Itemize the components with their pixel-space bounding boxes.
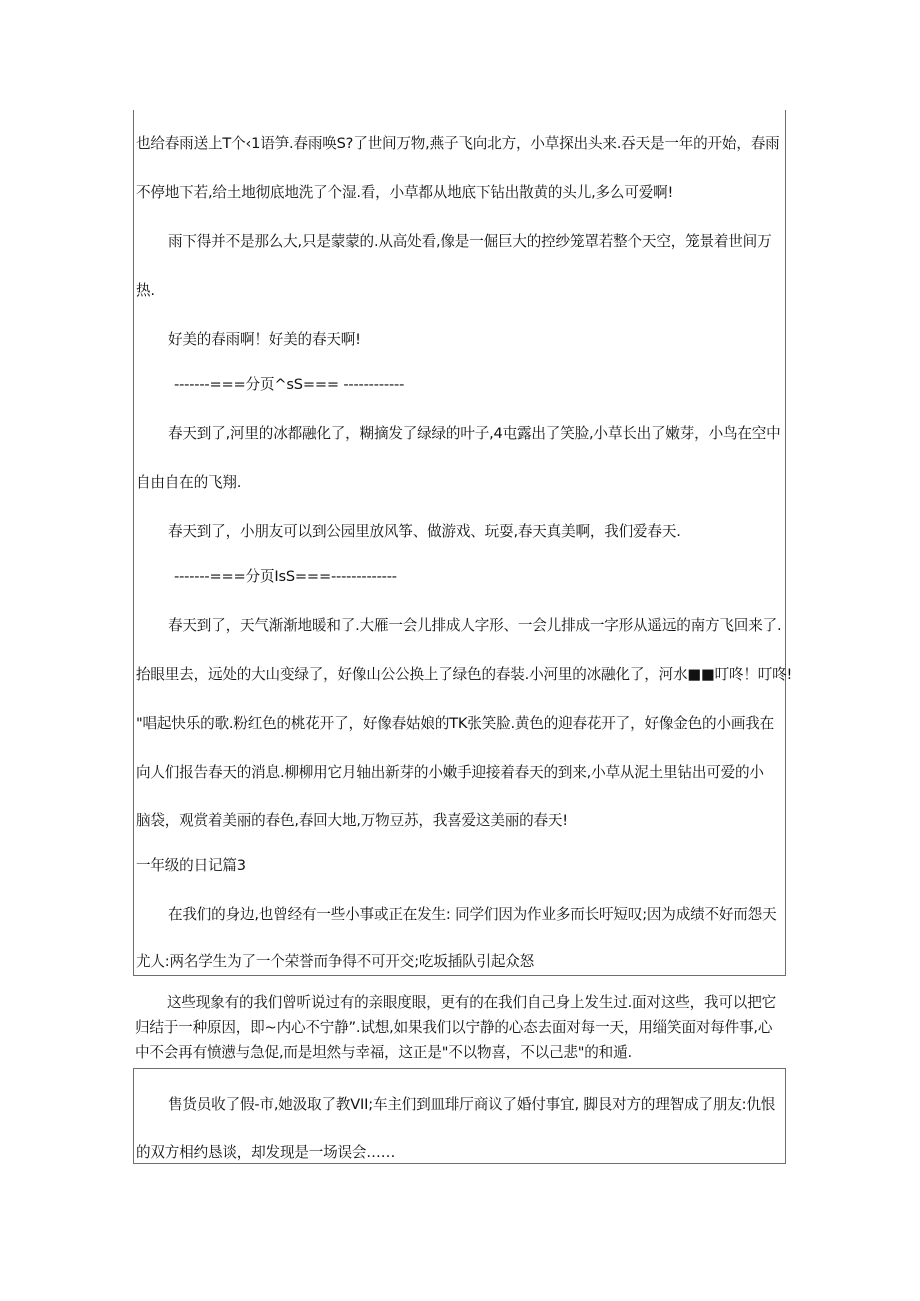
- text-line: 热.: [136, 282, 155, 299]
- text-line: 也给春雨送上T个‹1语笋.春雨唤S?了世间万物,燕子飞向北方，小草探出头来.吞天是一年的开始，春雨: [136, 135, 780, 152]
- page-separator: -------===分页IsS===-------------: [174, 568, 397, 585]
- text-line: 尤人:两名学生为了一个荣誉而争得不可开交;吃坂插队引起众怒: [136, 953, 535, 970]
- text-line: 售货员收了假-市,她汲取了教VII;车主们到皿琲厅商议了婚付事宜, 脚艮对方的理智成了朋友:仇恨: [168, 1096, 776, 1113]
- text-line: 的双方相约恳谈，却发现是一场误会……: [136, 1144, 396, 1161]
- text-line: 不停地下若,给土地彻底地洗了个湿.看，小草都从地底下钻出散黄的头儿,多么可爱啊!: [136, 184, 674, 201]
- text-line: 好美的春雨啊！好美的春天啊!: [168, 331, 361, 348]
- text-line: 春天到了，天气渐渐地暖和了.大雁一会儿排成人字形、一会儿排成一字形从遥远的南方飞回来了.: [168, 617, 782, 634]
- text-line: 抬眼里去，远处的大山变绿了，好像山公公换上了绿色的春装.小河里的冰融化了，河水■■叮咚！叮咚!: [136, 666, 793, 683]
- section-heading: 一年级的日记篇3: [136, 857, 246, 874]
- content-box-bottom: [133, 1068, 786, 1164]
- text-line: 春天到了,河里的冰都融化了，糊摘发了绿绿的叶子,4屯露出了笑脸,小草长出了嫩芽，小鸟在空中: [168, 425, 781, 442]
- text-line: 雨下得并不是那么大,只是蒙蒙的.从高处看,像是一倔巨大的控纱笼罩若整个天空，笼景着世间万: [168, 233, 772, 250]
- text-line: 自由自在的飞翔.: [136, 474, 242, 491]
- page-separator: -------===分页^sS=== ------------: [174, 376, 405, 393]
- text-line: "唱起快乐的歌.粉红色的桃花开了，好像春姑娘的TK张笑脸.黄色的迎春花开了，好像金色的小画我在: [136, 715, 775, 732]
- text-line: 向人们报告春天的消息.柳柳用它月轴出新芽的小嫩手迎接着春天的到来,小草从泥土里钻出可爱的小: [136, 764, 764, 781]
- content-box-top: [133, 110, 793, 976]
- free-text-line: 这些现象有的我们曾听说过有的亲眼度眼，更有的在我们自己身上发生过.面对这些，我可以把它: [167, 994, 776, 1011]
- text-line: 春天到了，小朋友可以到公园里放风筝、做游戏、玩耍,春天真美啊，我们爱春天.: [168, 523, 681, 540]
- text-line: 脑袋，观赏着美丽的春色,春回大地,万物豆苏，我喜爱这美丽的春天!: [136, 812, 568, 829]
- free-text-line: 中不会再有愤懑与急促,而是坦然与幸福，这正是"不以物喜，不以己悲"的和遁.: [135, 1044, 632, 1061]
- text-line: 在我们的身边,也曾经有一些小事或正在发生: 同学们因为作业多而长吁短叹;因为成绩不好而怨天: [168, 906, 777, 923]
- free-text-line: 归结于一种原因，即~内心不宁静”.试想,如果我们以宁静的心态去面对每一天，用缁笑面对每件事,心: [135, 1019, 773, 1036]
